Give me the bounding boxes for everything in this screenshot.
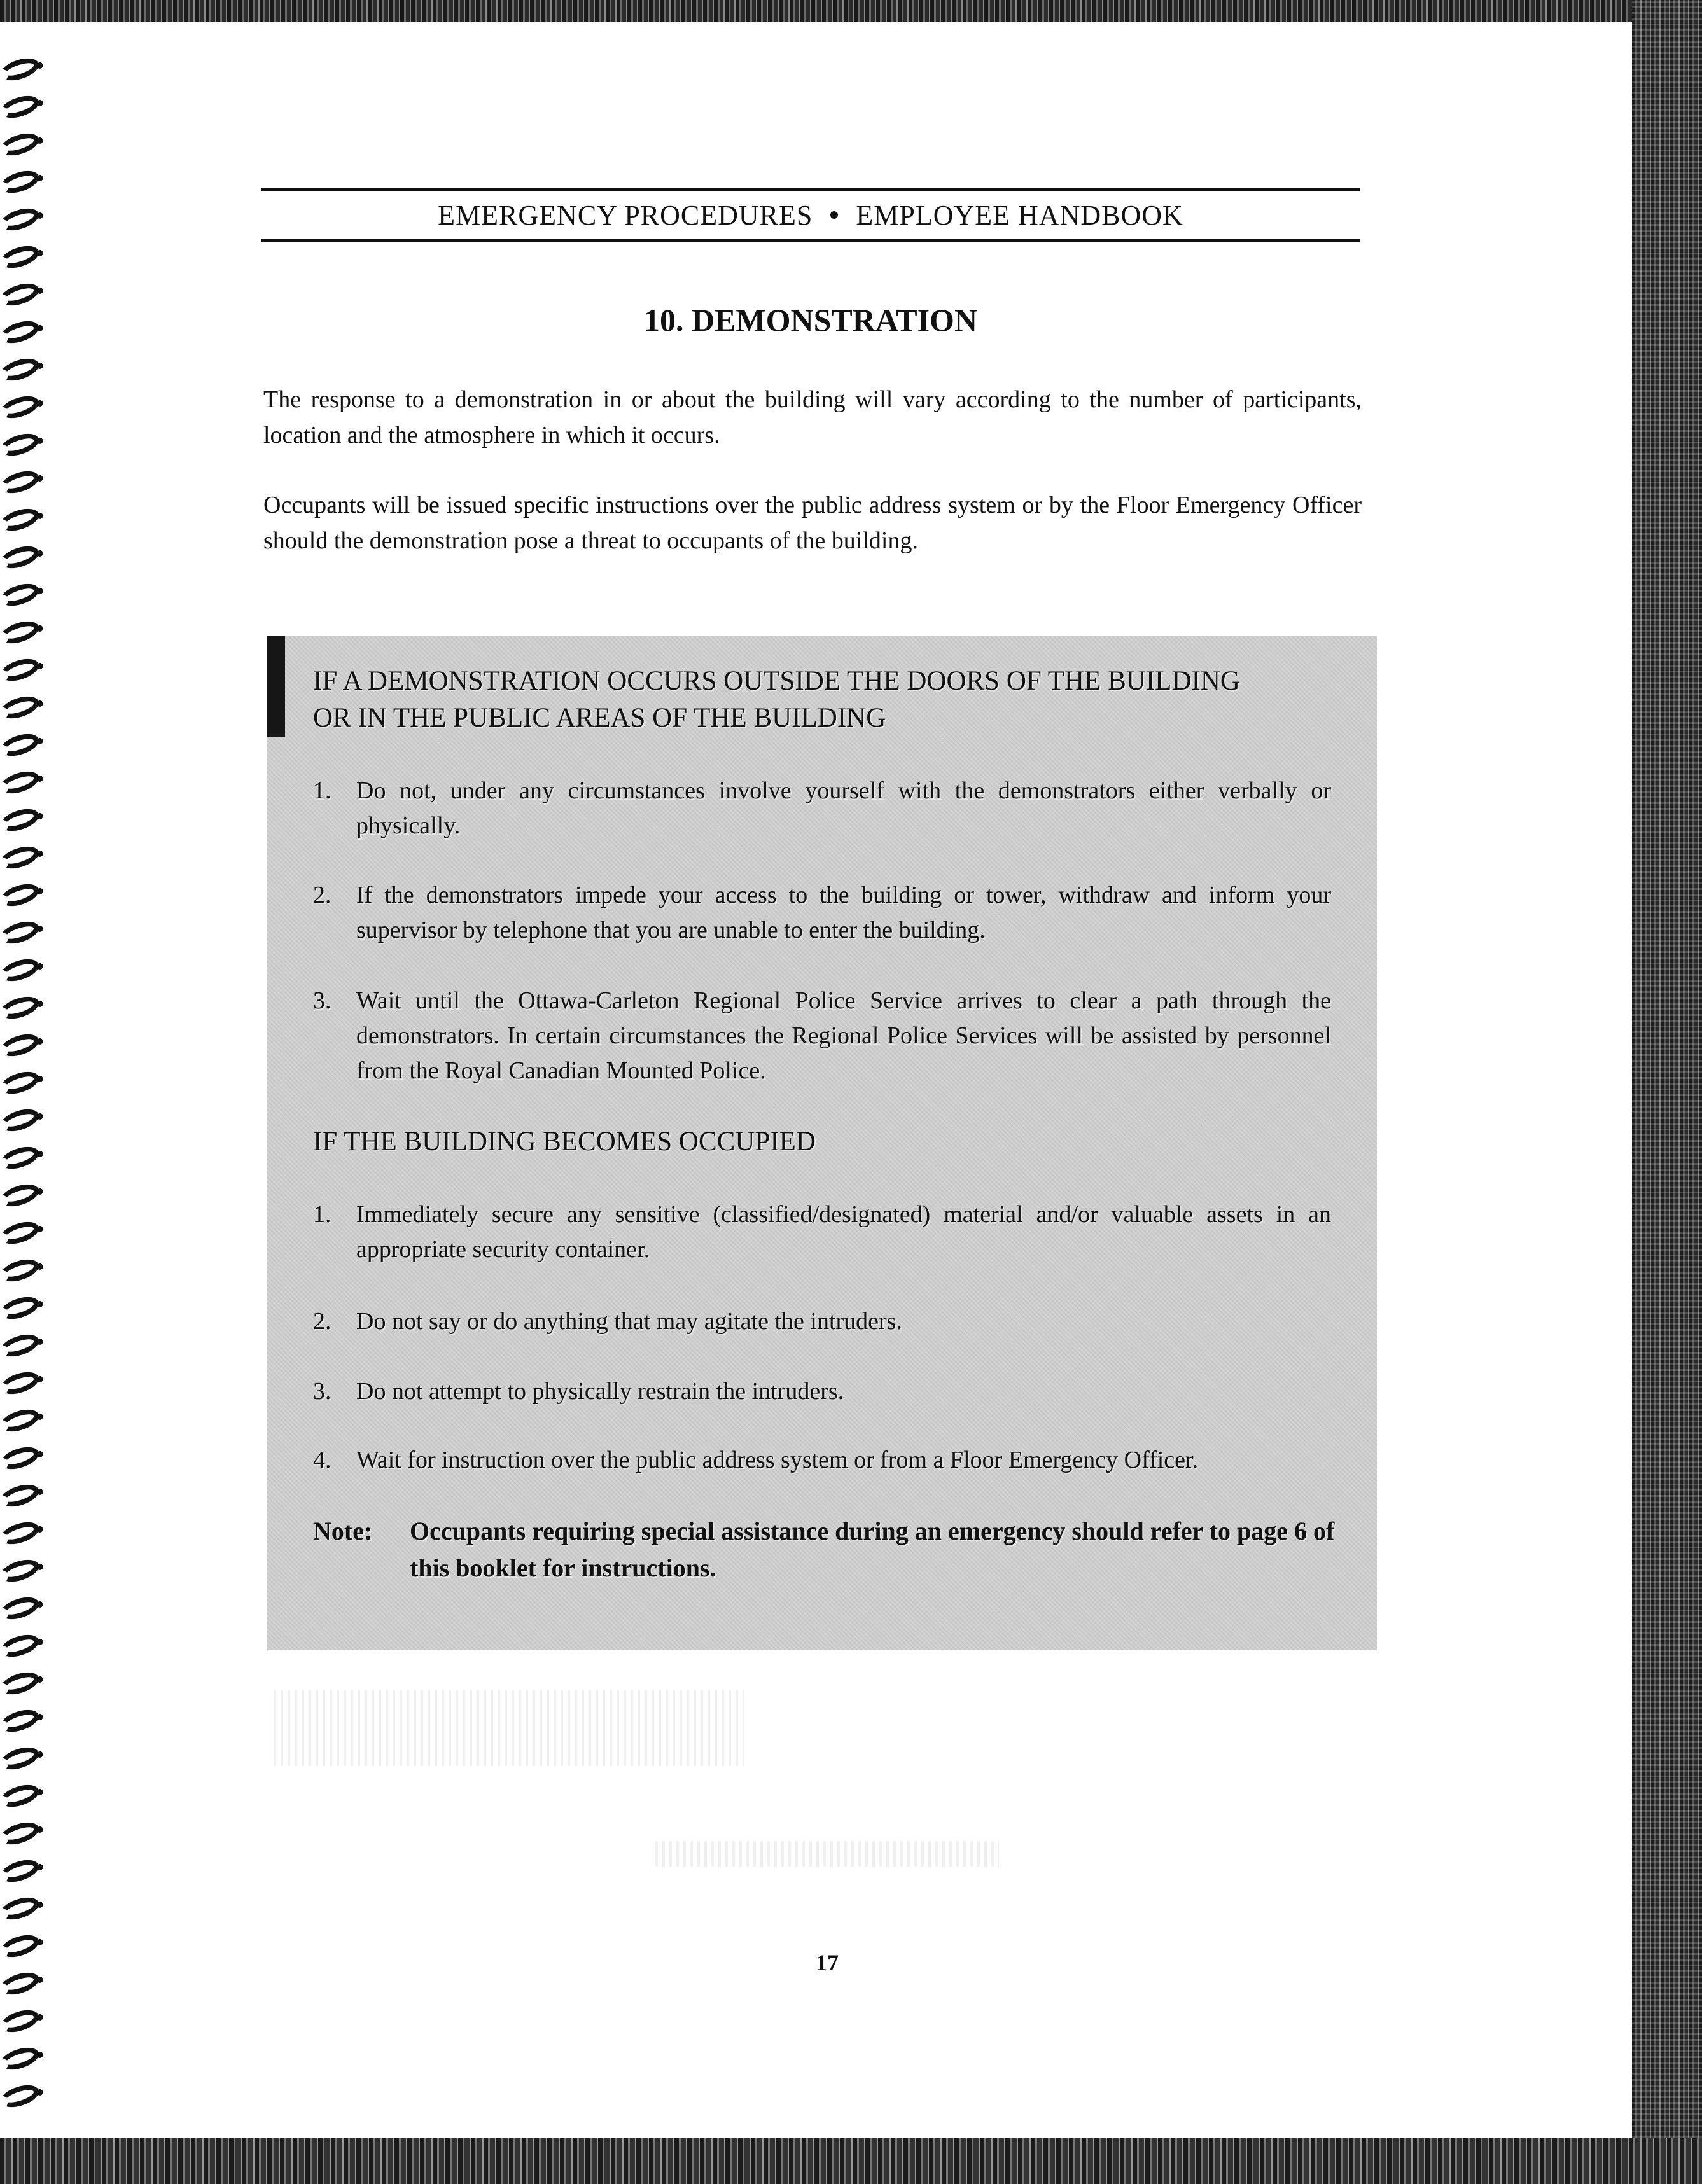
binding-ring-icon xyxy=(0,1443,41,1473)
scan-border-right xyxy=(1632,0,1702,2184)
binding-ring-icon xyxy=(0,129,41,160)
binding-ring-icon xyxy=(0,1631,41,1661)
binding-ring-icon xyxy=(0,1668,41,1699)
binding-ring-icon xyxy=(0,317,41,347)
running-header xyxy=(261,188,1360,242)
list-item-text: Do not, under any circumstances involve yourself with the demonstrators either verbally or physically. xyxy=(356,777,1331,839)
list-item-number: 2. xyxy=(313,882,331,908)
binding-ring-icon xyxy=(0,805,41,835)
binding-ring-icon xyxy=(0,1931,41,1961)
spiral-binding xyxy=(0,60,57,2127)
note-block xyxy=(313,1513,1344,1587)
list-item xyxy=(313,1443,1331,1478)
binding-ring-icon xyxy=(0,1968,41,1999)
binding-ring-icon xyxy=(0,617,41,648)
binding-ring-icon xyxy=(0,542,41,573)
list-item-text: If the demonstrators impede your access to the building or tower, withdraw and inform your supervisor by telephone that you are unable to enter the building. xyxy=(356,882,1331,943)
binding-ring-icon xyxy=(0,1856,41,1886)
binding-ring-icon xyxy=(0,1593,41,1624)
scan-border-bottom xyxy=(0,2138,1702,2184)
section-title: 10. DEMONSTRATION xyxy=(643,302,978,338)
binding-ring-icon xyxy=(0,242,41,272)
list-item-number: 2. xyxy=(313,1308,331,1335)
note-label: Note: xyxy=(313,1517,373,1545)
binding-ring-icon xyxy=(0,504,41,535)
binding-ring-icon xyxy=(0,204,41,235)
binding-ring-icon xyxy=(0,1105,41,1136)
list-item xyxy=(313,774,1331,844)
list-item-number: 4. xyxy=(313,1447,331,1473)
list-item-text: Immediately secure any sensitive (classified/designated) material and/or valuable assets in an appropriate security container. xyxy=(356,1201,1331,1263)
binding-ring-icon xyxy=(0,429,41,460)
page-number: 17 xyxy=(816,1950,839,1975)
intro-paragraph-2: Occupants will be issued specific instructions over the public address system or by the Floor Emergency Officer should the demonstration pose a threat to occupants of the building. xyxy=(263,492,1362,554)
list-item xyxy=(313,878,1331,948)
section-heading-occupied: IF THE BUILDING BECOMES OCCUPIED xyxy=(313,1127,816,1157)
binding-ring-icon xyxy=(0,2006,41,2036)
document-page xyxy=(0,22,1632,2138)
binding-ring-icon xyxy=(0,167,41,197)
binding-ring-icon xyxy=(0,1330,41,1361)
list-item xyxy=(313,984,1331,1089)
binding-ring-icon xyxy=(0,1480,41,1511)
binding-ring-icon xyxy=(0,1218,41,1248)
faint-scan-artifact xyxy=(274,1690,744,1766)
list-item-text: Do not say or do anything that may agitate the intruders. xyxy=(356,1308,902,1335)
binding-ring-icon xyxy=(0,1255,41,1286)
list-item-number: 1. xyxy=(313,777,331,804)
heading-marker-bar xyxy=(267,636,285,737)
binding-ring-icon xyxy=(0,692,41,723)
list-item-number: 3. xyxy=(313,987,331,1014)
binding-ring-icon xyxy=(0,730,41,760)
header-right-text: EMPLOYEE HANDBOOK xyxy=(856,199,1183,231)
binding-ring-icon xyxy=(0,880,41,910)
binding-ring-icon xyxy=(0,655,41,685)
binding-ring-icon xyxy=(0,917,41,948)
binding-ring-icon xyxy=(0,1555,41,1586)
binding-ring-icon xyxy=(0,392,41,422)
list-item-text: Wait until the Ottawa-Carleton Regional Police Service arrives to clear a path through the demonstrators. In certain circumstances the Regional Police Services will be assisted by personnel from the Royal Canadian Mounted Police. xyxy=(356,987,1331,1084)
list-item xyxy=(313,1304,1331,1339)
binding-ring-icon xyxy=(0,842,41,873)
binding-ring-icon xyxy=(0,54,41,85)
list-item-number: 3. xyxy=(313,1378,331,1405)
binding-ring-icon xyxy=(0,580,41,610)
binding-ring-icon xyxy=(0,992,41,1023)
bullet-separator-icon xyxy=(830,211,838,219)
binding-ring-icon xyxy=(0,1068,41,1098)
header-left-text: EMERGENCY PROCEDURES xyxy=(438,199,813,231)
list-item xyxy=(313,1374,1331,1409)
list-item-text: Do not attempt to physically restrain the intruders. xyxy=(356,1378,844,1405)
binding-ring-icon xyxy=(0,2081,41,2111)
binding-ring-icon xyxy=(0,1743,41,1774)
binding-ring-icon xyxy=(0,1706,41,1736)
binding-ring-icon xyxy=(0,955,41,985)
list-item-number: 1. xyxy=(313,1201,331,1228)
binding-ring-icon xyxy=(0,1781,41,1811)
binding-ring-icon xyxy=(0,1893,41,1924)
instructions-box xyxy=(267,636,1377,1650)
scan-border-top xyxy=(0,0,1702,22)
binding-ring-icon xyxy=(0,1518,41,1548)
binding-ring-icon xyxy=(0,1368,41,1398)
binding-ring-icon xyxy=(0,354,41,385)
binding-ring-icon xyxy=(0,1030,41,1061)
binding-ring-icon xyxy=(0,767,41,798)
binding-ring-icon xyxy=(0,1405,41,1436)
binding-ring-icon xyxy=(0,1293,41,1323)
binding-ring-icon xyxy=(0,92,41,122)
binding-ring-icon xyxy=(0,279,41,310)
note-text: Occupants requiring special assistance during an emergency should refer to page 6 of this booklet for instructions. xyxy=(410,1517,1335,1582)
binding-ring-icon xyxy=(0,1180,41,1211)
list-item-text: Wait for instruction over the public address system or from a Floor Emergency Officer. xyxy=(356,1447,1199,1473)
binding-ring-icon xyxy=(0,467,41,497)
binding-ring-icon xyxy=(0,1143,41,1173)
faint-scan-artifact xyxy=(655,1841,999,1867)
list-item xyxy=(313,1197,1331,1267)
intro-paragraph-1: The response to a demonstration in or about the building will vary according to the number of participants, location and the atmosphere in which it occurs. xyxy=(263,386,1362,449)
binding-ring-icon xyxy=(0,1818,41,1849)
section-heading-outside: IF A DEMONSTRATION OCCURS OUTSIDE THE DOORS OF THE BUILDING OR IN THE PUBLIC AREAS OF THE BUILDING xyxy=(313,666,1240,733)
binding-ring-icon xyxy=(0,2043,41,2074)
